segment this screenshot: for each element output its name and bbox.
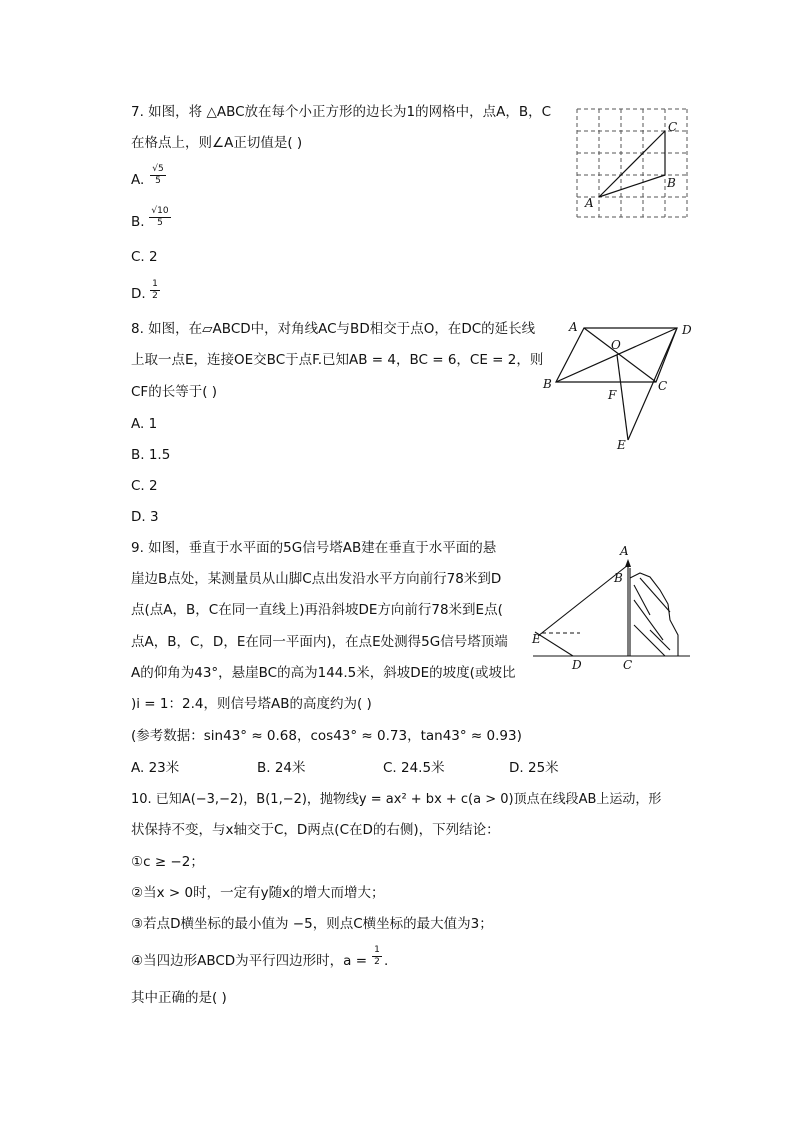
q8-option-d: D. 3 (131, 509, 159, 525)
q8-option-c: C. 2 (131, 478, 158, 494)
q10-conclusion-1: ①c ≥ −2； (131, 854, 204, 870)
q8-stem-line2: 上取一点E，连接OE交BC于点F.已知AB = 4，BC = 6，CE = 2，则 (131, 352, 544, 368)
q9-label-b: B (614, 571, 623, 585)
q9-label-c: C (623, 658, 633, 672)
q10-conclusion-2: ②当x > 0时，一定有y随x的增大而增大； (131, 885, 385, 901)
q9-option-b: B. 24米 (257, 760, 306, 776)
q9-stem-line2: 崖边B点处，某测量员从山脚C点出发沿水平方向前行78米到D (131, 571, 502, 587)
q9-label-a: A (620, 544, 629, 558)
q10-conclusion-4-fraction: 1 2 (372, 946, 382, 967)
q8-label-o: O (611, 338, 621, 352)
q9-label-e: E (532, 632, 541, 646)
q7-option-a-label: A. (131, 172, 145, 188)
q8-label-b: B (543, 377, 552, 391)
q7-option-b-label: B. (131, 214, 145, 230)
q8-label-a: A (569, 320, 578, 334)
q10-question: 其中正确的是( ) (131, 990, 227, 1006)
q8-label-f: F (608, 388, 617, 402)
q9-stem-line4: 点A，B，C，D，E在同一平面内)，在点E处测得5G信号塔顶端 (131, 634, 508, 650)
q7-option-c: C. 2 (131, 249, 158, 265)
q8-option-b: B. 1.5 (131, 447, 171, 463)
q7-option-b-fraction: √10 5 (149, 207, 171, 228)
q9-stem-line5: A的仰角为43°，悬崖BC的高为144.5米，斜坡DE的坡度(或坡比 (131, 665, 516, 681)
q7-option-a-fraction: √5 5 (150, 165, 166, 186)
q8-label-c: C (658, 379, 668, 393)
q8-stem-line1: 8. 如图，在▱ABCD中，对角线AC与BD相交于点O，在DC的延长线 (131, 321, 536, 337)
q8-label-d: D (682, 323, 692, 337)
q10-stem-line2: 状保持不变，与x轴交于C，D两点(C在D的右侧)，下列结论： (131, 822, 500, 838)
q7-stem-line2: 在格点上，则∠A正切值是( ) (131, 135, 303, 151)
q9-option-d: D. 25米 (509, 760, 559, 776)
q8-label-e: E (617, 438, 626, 452)
q9-label-d: D (572, 658, 582, 672)
q7-stem-line1: 7. 如图，将 △ABC放在每个小正方形的边长为1的网格中，点A，B，C (131, 104, 552, 120)
q9-option-a: A. 23米 (131, 760, 180, 776)
q9-option-c: C. 24.5米 (383, 760, 445, 776)
q7-option-d-label: D. (131, 286, 146, 302)
q10-conclusion-4-text: ④当四边形ABCD为平行四边形时，a = (131, 953, 368, 969)
q9-stem-line3: 点(点A，B，C在同一直线上)再沿斜坡DE方向前行78米到E点( (131, 602, 503, 618)
q10-stem-line1: 10. 已知A(−3,−2)，B(1,−2)，抛物线y = ax² + bx + c(a > 0)顶点在线段AB上运动，形 (131, 792, 662, 807)
q9-stem-line1: 9. 如图，垂直于水平面的5G信号塔AB建在垂直于水平面的悬 (131, 540, 497, 556)
q7-label-b: B (667, 176, 676, 190)
q9-reference-data: (参考数据：sin43° ≈ 0.68，cos43° ≈ 0.73，tan43° ≈ 0.93) (131, 728, 522, 744)
q7-label-c: C (668, 120, 678, 134)
q8-stem-line3: CF的长等于( ) (131, 384, 218, 400)
q7-label-a: A (585, 196, 594, 210)
q7-option-d-fraction: 1 2 (150, 280, 160, 301)
q9-stem-line6: )i = 1：2.4，则信号塔AB的高度约为( ) (131, 696, 372, 712)
q8-option-a: A. 1 (131, 416, 158, 432)
q10-conclusion-4-period: . (384, 953, 389, 969)
q10-conclusion-3: ③若点D横坐标的最小值为 −5，则点C横坐标的最大值为3； (131, 916, 493, 932)
